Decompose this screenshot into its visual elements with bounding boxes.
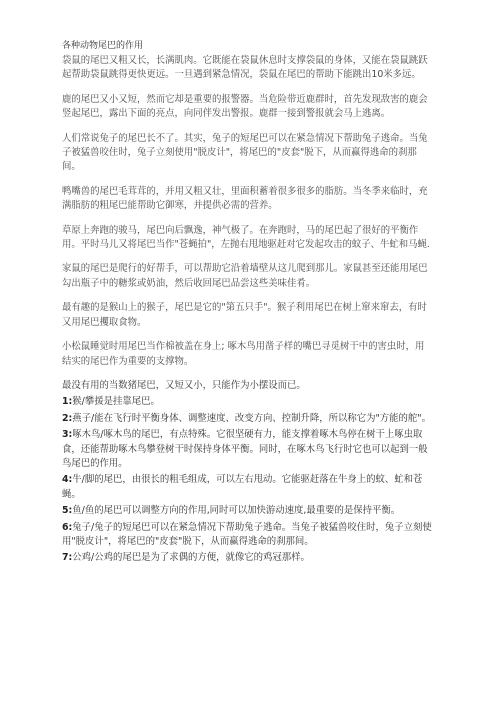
list-item-number: 5: bbox=[62, 505, 73, 517]
paragraph-deer: 鹿的尾巴又小又短，然而它却是重要的报警器。当危险带近鹿群时，首先发现敌害的鹿会竖起尾巴，露出下面的亮点，向同伴发出警报。鹿群一接到警报就会马上逃离。 bbox=[62, 93, 428, 120]
list-item-text: 啄木鸟/啄木鸟的尾巴，有点特殊。它很坚硬有力，能支撑着啄木鸟停在树干上啄虫取食，还能帮助啄木鸟攀登树干时保持身体平衡。同时，在啄木鸟飞行时它也可以起到一般鸟尾巴的作用。 bbox=[62, 429, 428, 469]
paragraph-pig: 最没有用的当数猪尾巴，又短又小，只能作为小摆设而已。 bbox=[62, 379, 306, 391]
paragraph-mouse: 家鼠的尾巴是爬行的好帮手，可以帮助它沿着墙壁从这儿爬到那儿。家鼠甚至还能用尾巴勾出瓶子中的糖浆或奶油，然后收回尾巴品尝这些美味佳肴。 bbox=[62, 263, 428, 289]
list-item-number: 1: bbox=[62, 396, 73, 408]
paragraph-monkey: 最有趣的是猴山上的猴子，尾巴是它的"第五只手"。猴子利用尾巴在树上窜来窜去，有时又用尾巴攫取食物。 bbox=[62, 302, 427, 328]
list-item-text: 猴/攀援是挂靠尾巴。 bbox=[72, 396, 160, 408]
document-title: 各种动物尾巴的作用 bbox=[62, 41, 144, 51]
list-item-text: 鱼/鱼的尾巴可以调整方向的作用,同时可以加快游动速度,最重要的是保持平衡。 bbox=[72, 505, 401, 517]
list-item-number: 4: bbox=[62, 474, 73, 486]
list-item bbox=[62, 473, 432, 502]
list-item bbox=[62, 504, 432, 518]
document-page bbox=[62, 40, 432, 568]
paragraph-rabbit: 人们常说兔子的尾巴长不了。其实，兔子的短尾巴可以在紧急情况下帮助兔子逃命。当兔子被猛兽咬住时，兔子立刻使用"脱皮计"，将尾巴的"皮套"脱下，从而赢得逃命的刹那间。 bbox=[62, 132, 428, 173]
paragraph-horse: 草原上奔跑的骏马，尾巴向后飘逸，神气极了。在奔跑时，马的尾巴起了很好的平衡作用。平时马儿又将尾巴当作"苍蝇拍"，左抛右甩地驱赶对它发起攻击的蚊子、牛虻和马蝇. bbox=[62, 224, 430, 251]
list-item-number: 6: bbox=[62, 521, 73, 533]
list-item bbox=[62, 395, 432, 409]
paragraph-platypus: 鸭嘴兽的尾巴毛茸茸的，并用又粗又壮，里面积蓄着很多很多的脂肪。当冬季来临时，充满脂肪的粗尾巴能帮助它御寒，并提供必需的营养。 bbox=[62, 185, 428, 212]
animal-tail-list bbox=[62, 395, 432, 565]
list-item bbox=[62, 551, 432, 565]
list-item bbox=[62, 428, 432, 471]
list-item-number: 7: bbox=[62, 552, 73, 564]
paragraph-squirrel-woodpecker: 小松鼠睡觉时用尾巴当作棉被盖在身上; 啄木鸟用凿子样的嘴巴寻觅树干中的害虫时，用结实的尾巴作为重要的支撑物。 bbox=[62, 341, 425, 367]
list-item-number: 3: bbox=[62, 429, 73, 441]
list-item-text: 兔子/兔子的短尾巴可以在紧急情况下帮助兔子逃命。当兔子被猛兽咬住时，兔子立刻使用"脱皮计"，将尾巴的"皮套"脱下，从而赢得逃命的刹那间。 bbox=[62, 521, 432, 547]
paragraph-kangaroo: 袋鼠的尾巴又粗又长，长满肌肉。它既能在袋鼠休息时支撑袋鼠的身体，又能在袋鼠跳跃起帮助袋鼠跳得更快更远。一旦遇到紧急情况，袋鼠在尾巴的帮助下能跳出10米多远。 bbox=[62, 55, 428, 81]
list-item-text: 牛/脚的尾巴，由很长的粗毛组成，可以左右甩动。它能驱赶落在牛身上的蚊、虻和苍蝇。 bbox=[62, 474, 423, 500]
list-item-number: 2: bbox=[62, 412, 73, 424]
list-item bbox=[62, 412, 432, 426]
list-item-text: 公鸡/公鸡的尾巴是为了求偶的方便，就像它的鸡冠那样。 bbox=[72, 552, 310, 564]
list-item bbox=[62, 521, 432, 550]
list-item-text: 燕子/能在飞行时平衡身体、调整速度、改变方向、控制升降，所以称它为"方能的舵"。 bbox=[72, 412, 431, 424]
